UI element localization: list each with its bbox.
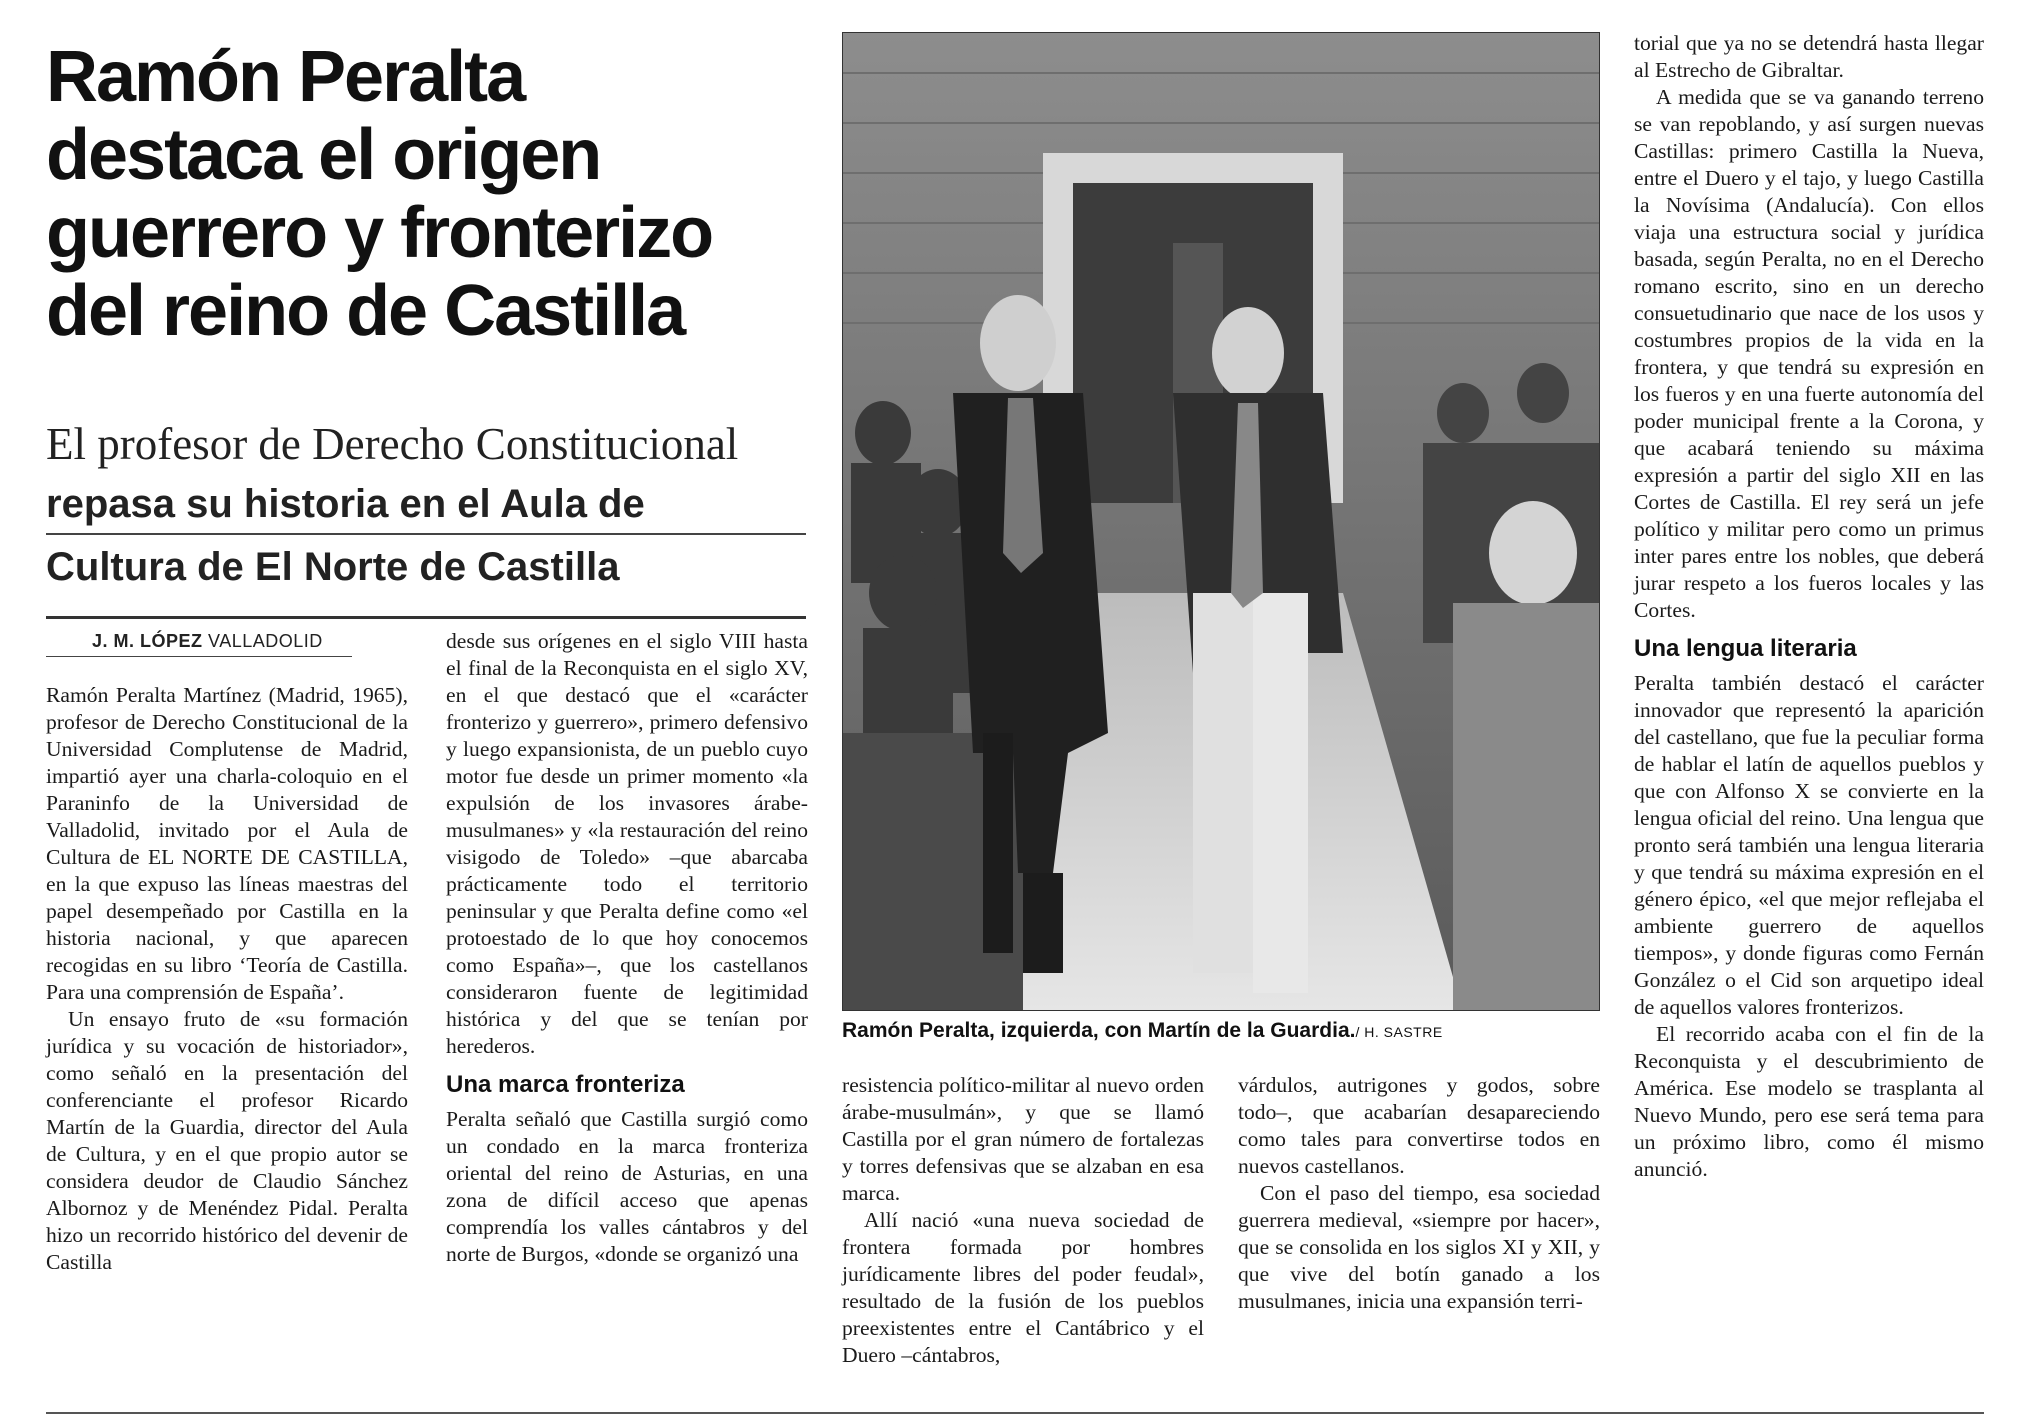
body-column-1 bbox=[46, 682, 408, 1276]
headline bbox=[46, 38, 806, 350]
body-column-2 bbox=[446, 628, 808, 1268]
byline-rule bbox=[46, 616, 806, 619]
body-column-3 bbox=[842, 1072, 1204, 1369]
photo-caption bbox=[842, 1019, 1600, 1043]
headline-line: destaca el origen bbox=[46, 115, 601, 195]
byline bbox=[92, 631, 323, 652]
photo-illustration bbox=[843, 33, 1600, 1011]
body-paragraph: Ramón Peralta Martínez (Madrid, 1965), profesor de Derecho Constitucional de la Universidad Complutense de Madrid, impartió ayer una charla-coloquio en el Paraninfo de la Universidad de Valladolid, invitado por el Aula de Cultura de EL NORTE DE CASTILLA, en la que expuso las líneas maestras del papel desempeñado por Castilla en la historia nacional, y que aparecen recogidas en su libro ‘Teoría de Castilla. Para una comprensión de España’. bbox=[46, 683, 408, 1004]
news-photo bbox=[842, 32, 1600, 1011]
deck-divider bbox=[46, 533, 806, 535]
deck-line: Cultura de El Norte de Castilla bbox=[46, 545, 620, 589]
body-paragraph: torial que ya no se detendrá hasta llegar al Estrecho de Gibraltar. bbox=[1634, 31, 1984, 82]
section-heading: Una lengua literaria bbox=[1634, 635, 1857, 662]
body-paragraph: várdulos, autrigones y godos, sobre todo–, que acabarían desapareciendo como tales para convertirse todos en nuevos castellanos. bbox=[1238, 1073, 1600, 1178]
photo-credit: / H. SASTRE bbox=[1355, 1024, 1443, 1040]
headline-line: guerrero y fronterizo bbox=[46, 193, 713, 273]
body-column-5 bbox=[1634, 30, 1984, 1183]
deck-line: repasa su historia en el Aula de bbox=[46, 482, 645, 526]
bottom-rule bbox=[46, 1412, 1984, 1414]
body-paragraph: Peralta también destacó el carácter innovador que representó la aparición del castellano, que fue la peculiar forma de hablar el latín de aquellos pueblos y que con Alfonso X se convierte en la lengua oficial del reino. Una lengua que pronto será también una lengua literaria y que tendrá su máxima expresión en el género épico, «el que mejor reflejaba el ambiente guerrero de aquellos tiempos», y donde figuras como Fernán González o el Cid son arquetipo ideal de aquellos valores fronterizos. bbox=[1634, 671, 1984, 1019]
body-column-4 bbox=[1238, 1072, 1600, 1315]
headline-line: Ramón Peralta bbox=[46, 37, 525, 117]
body-paragraph: resistencia político-militar al nuevo orden árabe-musulmán», y que se llamó Castilla por el gran número de fortalezas y torres defensivas que se alzaban en esa marca. bbox=[842, 1073, 1204, 1205]
section-heading: Una marca fronteriza bbox=[446, 1071, 685, 1098]
headline-line: del reino de Castilla bbox=[46, 271, 685, 351]
byline-underline bbox=[46, 656, 352, 657]
caption-text: Ramón Peralta, izquierda, con Martín de la Guardia. bbox=[842, 1019, 1356, 1042]
byline-location: VALLADOLID bbox=[208, 631, 323, 651]
body-paragraph: Con el paso del tiempo, esa sociedad guerrera medieval, «siempre por hacer», que se consolida en los siglos XI y XII, y que vive del botín ganado a los musulmanes, inicia una expansión terri- bbox=[1238, 1181, 1600, 1313]
body-paragraph: Allí nació «una nueva sociedad de frontera formada por hombres jurídicamente libres del poder feudal», resultado de la fusión de los pueblos preexistentes entre el Cantábrico y el Duero –cántabros, bbox=[842, 1208, 1204, 1367]
subhead: El profesor de Derecho Constitucional bbox=[46, 419, 739, 469]
body-paragraph: desde sus orígenes en el siglo VIII hasta el final de la Reconquista en el siglo XV, en el que destacó que el «carácter fronterizo y guerrero», primero defensivo y luego expansionista, de un pueblo cuyo motor fue desde un primer momento «la expulsión de los invasores árabe-musulmanes» y «la restauración del reino visigodo de Toledo» –que abarcaba prácticamente todo el territorio peninsular y que Peralta define como «el protoestado de lo que hoy conocemos como España»–, que los castellanos consideraron fuente de legitimidad histórica y del que se tenían por herederos. bbox=[446, 629, 808, 1058]
body-paragraph: Un ensayo fruto de «su formación jurídica y su vocación de historiador», como señaló en la presentación del conferenciante el profesor Ricardo Martín de la Guardia, director del Aula de Cultura, y en el que propio autor se considera deudor de Claudio Sánchez Albornoz y de Menéndez Pidal. Peralta hizo un recorrido histórico del devenir de Castilla bbox=[46, 1007, 408, 1274]
byline-author: J. M. LÓPEZ bbox=[92, 631, 203, 651]
body-paragraph: A medida que se va ganando terreno se van repoblando, y así surgen nuevas Castillas: primero Castilla la Nueva, entre el Duero y el tajo, y luego Castilla la Novísima (Andalucía). Con ellos viaja una estructura social y jurídica basada, según Peralta, no en el Derecho romano escrito, sino en un derecho consuetudinario que nace de los usos y costumbres propios de la vida en la frontera, y que tendrá su expresión en los fueros y en una fuerte autonomía del poder municipal frente a la Corona, y que acabará teniendo su máxima expresión a partir del siglo XII en las Cortes de Castilla. El rey será un jefe político y militar pero como un primus inter pares entre los nobles, que deberá jurar respeto a los fueros locales y las Cortes. bbox=[1634, 85, 1984, 622]
body-paragraph: El recorrido acaba con el fin de la Reconquista y el descubrimiento de América. Ese modelo se trasplanta al Nuevo Mundo, pero ese será tema para un próximo libro, como él mismo anunció. bbox=[1634, 1022, 1984, 1181]
body-paragraph: Peralta señaló que Castilla surgió como un condado en la marca fronteriza oriental del reino de Asturias, en una zona de difícil acceso que apenas comprendía los valles cántabros y del norte de Burgos, «donde se organizó una bbox=[446, 1107, 808, 1266]
